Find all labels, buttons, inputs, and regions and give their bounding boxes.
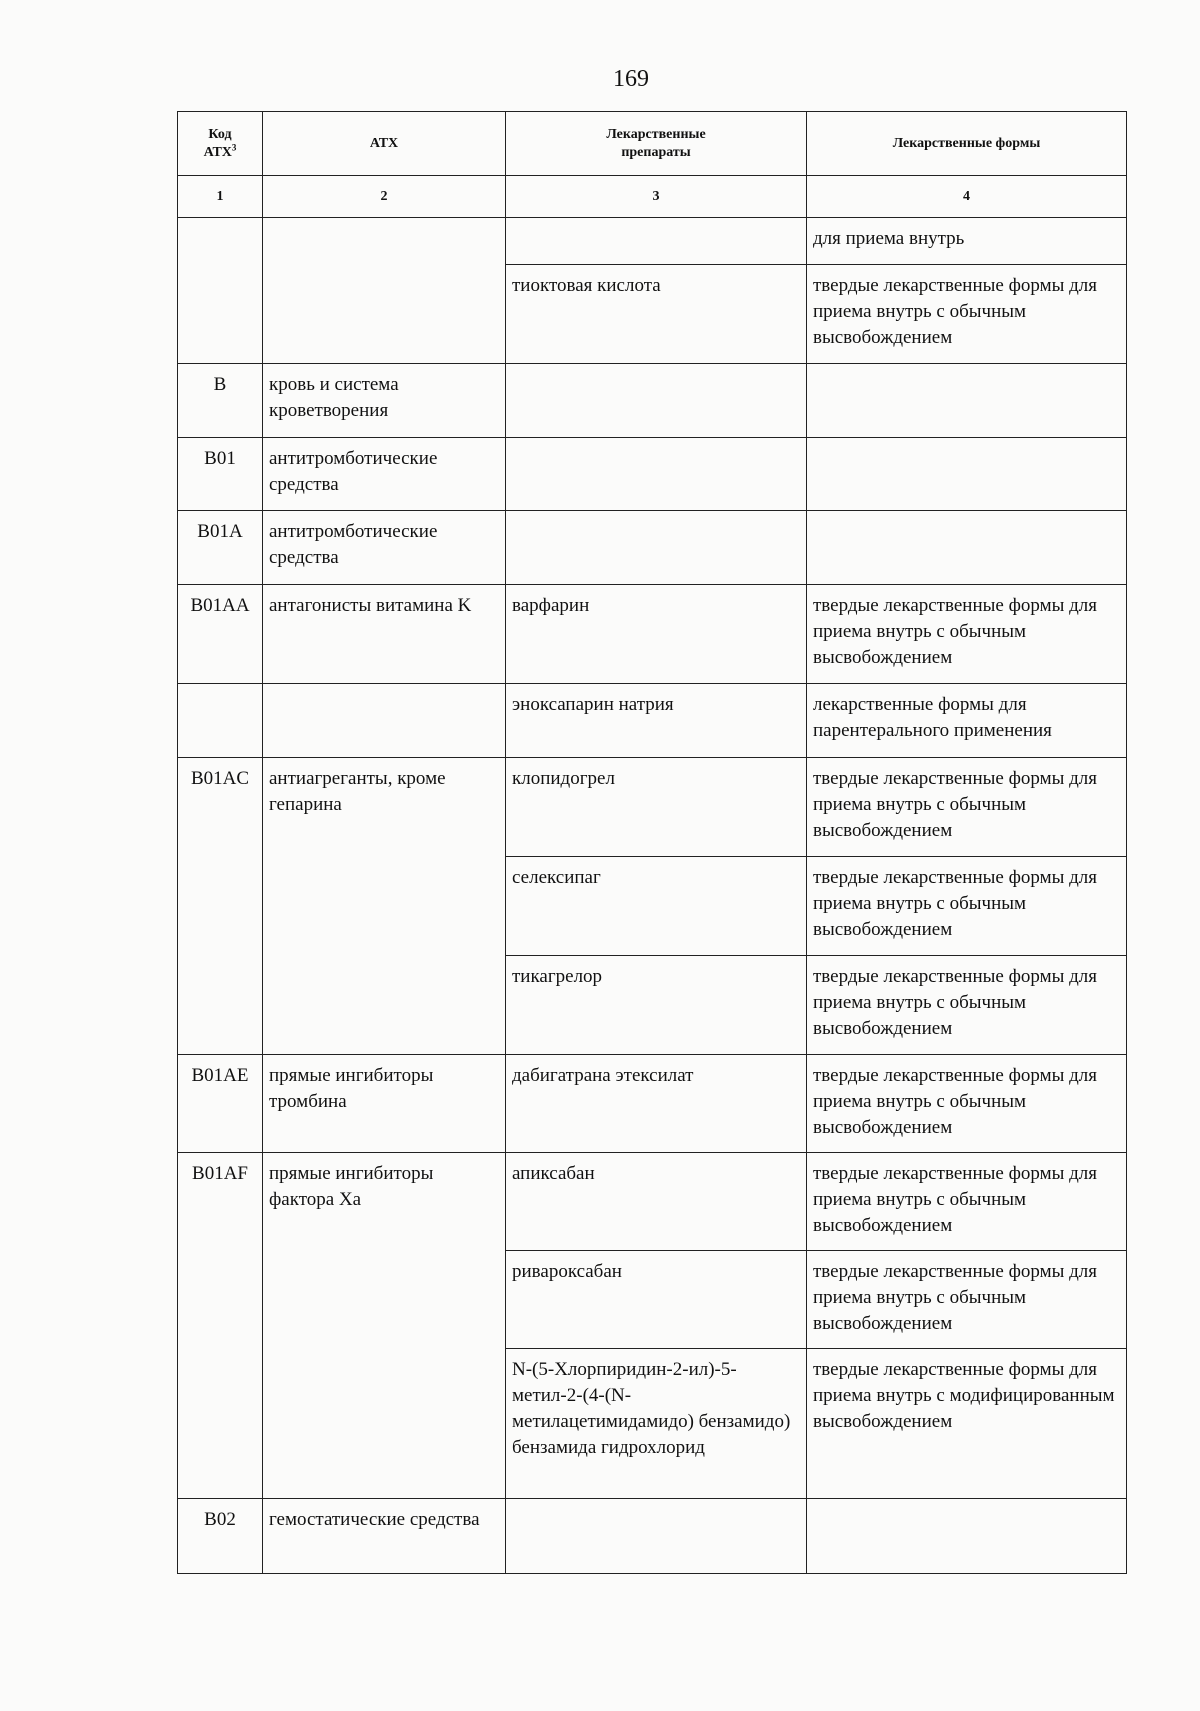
header-drugs — [506, 112, 807, 176]
code-cell: B01A — [178, 511, 263, 585]
drug-cell — [506, 364, 807, 438]
code-cell: B01AC — [178, 758, 263, 1055]
column-number: 1 — [178, 176, 263, 218]
drug-cell — [506, 438, 807, 511]
header-atc: АТХ — [263, 112, 506, 176]
form-cell: твердые лекарственные формы для приема внутрь с модифицированным высвобождением — [807, 1349, 1127, 1499]
form-cell: твердые лекарственные формы для приема внутрь с обычным высвобождением — [807, 1055, 1127, 1153]
drug-cell: тиоктовая кислота — [506, 265, 807, 364]
table-row — [178, 1153, 1127, 1251]
code-cell: B01AF — [178, 1153, 263, 1499]
header-drugs-line2: препараты — [621, 144, 691, 160]
atc-cell: антиагреганты, кроме гепарина — [263, 758, 506, 1055]
form-cell: твердые лекарственные формы для приема внутрь с обычным высвобождением — [807, 758, 1127, 857]
form-cell — [807, 511, 1127, 585]
atc-cell: кровь и система кроветворения — [263, 364, 506, 438]
drug-cell: N-(5-Хлорпиридин-2-ил)-5-метил-2-(4-(N-метилацетимидамидо) бензамидо) бензамида гидрохлорид — [506, 1349, 807, 1499]
drug-cell: апиксабан — [506, 1153, 807, 1251]
atc-cell — [263, 684, 506, 758]
drug-cell — [506, 218, 807, 265]
column-number: 4 — [807, 176, 1127, 218]
form-cell: для приема внутрь — [807, 218, 1127, 265]
table-row — [178, 684, 1127, 758]
header-drugs-line1: Лекарственные — [606, 126, 706, 142]
table-row — [178, 438, 1127, 511]
form-cell: твердые лекарственные формы для приема внутрь с обычным высвобождением — [807, 1251, 1127, 1349]
form-cell — [807, 438, 1127, 511]
drug-cell: тикагрелор — [506, 956, 807, 1055]
form-cell: твердые лекарственные формы для приема внутрь с обычным высвобождением — [807, 265, 1127, 364]
code-cell — [178, 684, 263, 758]
code-cell: B01 — [178, 438, 263, 511]
code-cell — [178, 218, 263, 364]
drug-cell: ривароксабан — [506, 1251, 807, 1349]
code-cell: B01AE — [178, 1055, 263, 1153]
drug-cell: варфарин — [506, 585, 807, 684]
column-number: 2 — [263, 176, 506, 218]
form-cell: твердые лекарственные формы для приема внутрь с обычным высвобождением — [807, 956, 1127, 1055]
table-row — [178, 364, 1127, 438]
drug-cell — [506, 1499, 807, 1574]
table-row — [178, 758, 1127, 857]
form-cell: твердые лекарственные формы для приема внутрь с обычным высвобождением — [807, 585, 1127, 684]
table-row — [178, 1055, 1127, 1153]
atc-cell: прямые ингибиторы фактора Xa — [263, 1153, 506, 1499]
header-forms: Лекарственные формы — [807, 112, 1127, 176]
header-code-line1: Код — [208, 126, 232, 142]
table-header-row — [178, 112, 1127, 176]
column-number-row — [178, 176, 1127, 218]
drug-cell: клопидогрел — [506, 758, 807, 857]
form-cell: твердые лекарственные формы для приема внутрь с обычным высвобождением — [807, 1153, 1127, 1251]
atc-cell: антагонисты витамина K — [263, 585, 506, 684]
form-cell — [807, 364, 1127, 438]
atc-cell: гемостатические средства — [263, 1499, 506, 1574]
drug-cell: эноксапарин натрия — [506, 684, 807, 758]
atc-drug-table — [177, 111, 1127, 1574]
atc-cell: прямые ингибиторы тромбина — [263, 1055, 506, 1153]
atc-cell — [263, 218, 506, 364]
form-cell: твердые лекарственные формы для приема внутрь с обычным высвобождением — [807, 857, 1127, 956]
header-code-footnote: 3 — [231, 141, 237, 152]
code-cell: B — [178, 364, 263, 438]
page-number: 169 — [613, 66, 649, 92]
table-row — [178, 585, 1127, 684]
code-cell: B01AA — [178, 585, 263, 684]
form-cell — [807, 1499, 1127, 1574]
drug-cell — [506, 511, 807, 585]
atc-cell: антитромботические средства — [263, 438, 506, 511]
drug-cell: дабигатрана этексилат — [506, 1055, 807, 1153]
code-cell: B02 — [178, 1499, 263, 1574]
table-row — [178, 511, 1127, 585]
table-row — [178, 1499, 1127, 1574]
header-code — [178, 112, 263, 176]
column-number: 3 — [506, 176, 807, 218]
header-code-line2: АТХ — [203, 144, 232, 160]
table-row — [178, 218, 1127, 265]
atc-cell: антитромботические средства — [263, 511, 506, 585]
drug-cell: селексипаг — [506, 857, 807, 956]
form-cell: лекарственные формы для парентерального применения — [807, 684, 1127, 758]
